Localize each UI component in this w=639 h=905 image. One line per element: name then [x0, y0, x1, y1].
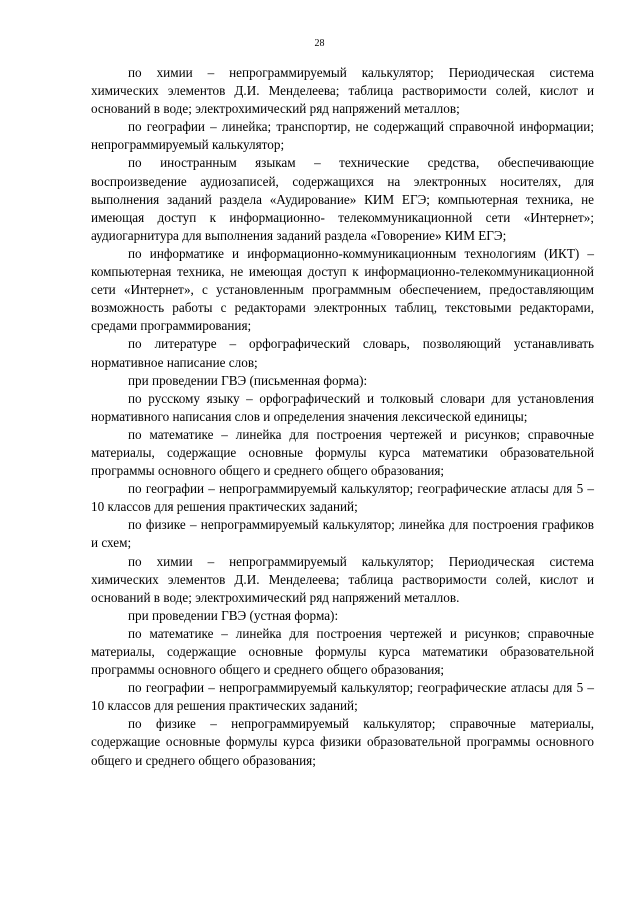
paragraph-geography-gve-oral: по географии – непрограммируемый калькулятор; географические атласы для 5 – 10 классов для решения практических заданий;	[91, 680, 594, 714]
paragraph-foreign-languages-ege: по иностранным языкам – технические средства, обеспечивающие воспроизведение аудиозаписей, содержащихся на электронных носителях, для выполнения заданий раздела «Аудирование» КИМ ЕГЭ; компьютерная техника, не имеющая доступ к информационно- телекоммуникационной сети «Интернет»; аудиогарнитура для выполнения заданий раздела «Говорение» КИМ ЕГЭ;	[91, 155, 594, 243]
paragraph-geography-gve-written: по географии – непрограммируемый калькулятор; географические атласы для 5 – 10 классов для решения практических заданий;	[91, 481, 594, 515]
document-body	[91, 64, 594, 770]
paragraph-gve-oral-heading: при проведении ГВЭ (устная форма):	[128, 607, 339, 623]
paragraph-gve-written-heading: при проведении ГВЭ (письменная форма):	[128, 372, 368, 388]
paragraph-russian-gve-written: по русскому языку – орфографический и толковый словари для установления нормативного написания слов и определения значения лексической единицы;	[91, 390, 594, 424]
paragraph-physics-gve-oral: по физике – непрограммируемый калькулятор; справочные материалы, содержащие основные формулы курса физики образовательной программы основного общего и среднего общего образования;	[91, 716, 594, 768]
paragraph-chemistry-ege: по химии – непрограммируемый калькулятор; Периодическая система химических элементов Д.И. Менделеева; таблица растворимости солей, кислот и оснований в воде; электрохимический ряд напряжений металлов;	[91, 65, 594, 117]
paragraph-math-gve-oral: по математике – линейка для построения чертежей и рисунков; справочные материалы, содержащие основные формулы курса математики образовательной программы основного общего и среднего общего образования;	[91, 625, 594, 678]
paragraph-geography-ege: по географии – линейка; транспортир, не содержащий справочной информации; непрограммируемый калькулятор;	[91, 119, 594, 153]
paragraph-literature-ege: по литературе – орфографический словарь, позволяющий устанавливать нормативное написание слов;	[91, 336, 594, 370]
paragraph-chemistry-gve-written: по химии – непрограммируемый калькулятор; Периодическая система химических элементов Д.И. Менделеева; таблица растворимости солей, кислот и оснований в воде; электрохимический ряд напряжений металлов.	[91, 553, 594, 605]
page-number: 28	[314, 38, 325, 49]
paragraph-informatics-ege: по информатике и информационно-коммуникационным технологиям (ИКТ) – компьютерная техника, не имеющая доступ к информационно-телекоммуникационной сети «Интернет», с установленным программным обеспечением, предоставляющим возможность работы с редакторами электронных таблиц, текстовыми редакторами, средами программирования;	[91, 245, 594, 334]
paragraph-physics-gve-written: по физике – непрограммируемый калькулятор; линейка для построения графиков и схем;	[91, 517, 594, 551]
paragraph-math-gve-written: по математике – линейка для построения чертежей и рисунков; справочные материалы, содержащие основные формулы курса математики образовательной программы основного общего и среднего общего образования;	[91, 426, 594, 479]
